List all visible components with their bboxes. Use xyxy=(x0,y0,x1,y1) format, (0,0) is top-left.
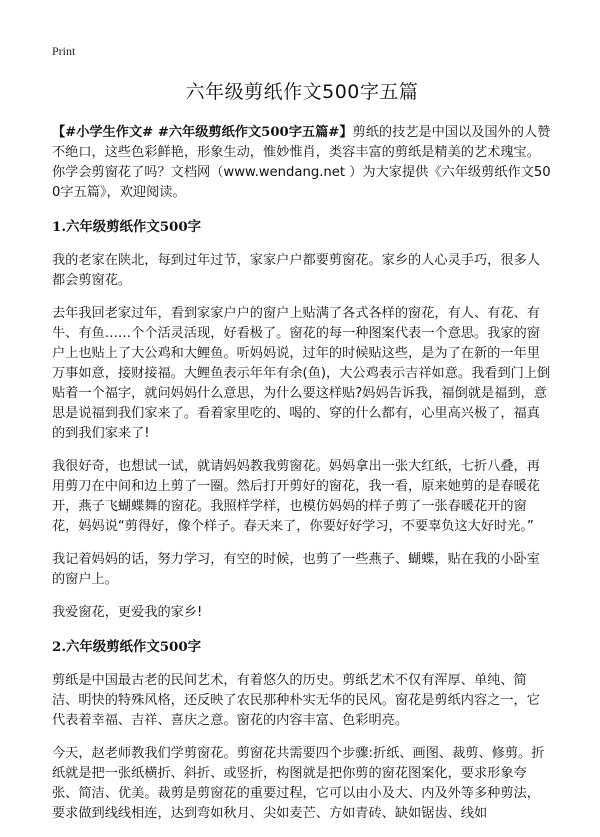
section-2-paragraph: 剪纸是中国最古老的民间艺术，有着悠久的历史。剪纸艺术不仅有浑厚、单纯、简洁、明快的特殊风格，还反映了农民那种朴实无华的民风。窗花是剪纸内容之一，它代表着幸福、吉祥、喜庆之意。窗花的内容丰富、色彩明亮。 xyxy=(52,673,540,728)
document-body xyxy=(52,80,552,837)
intro-paragraph xyxy=(52,123,552,203)
section-2-paragraph: 今天，赵老师教我们学剪窗花。剪窗花共需要四个步骤:折纸、画图、裁剪、修剪。折纸就是把一张纸横折、斜折、或竖折，构图就是把你剪的窗花图案化，要求形象夸张、简洁、优美。裁剪是剪窗花的重要过程，它可以由小及大、内及外等多种剪法，要求做到线线相连，达到弯如秋月、尖如麦芒、方如青砖、缺如锯齿、线如 xyxy=(52,746,545,821)
section-1-heading: 1.六年级剪纸作文500字 xyxy=(52,219,202,235)
print-link[interactable]: Print xyxy=(52,44,76,58)
intro-tag: 【#小学生作文# #六年级剪纸作文500字五篇#】 xyxy=(52,125,353,140)
section-1-paragraph: 我的老家在陕北，每到过年过节，家家户户都要剪窗花。家乡的人心灵手巧，很多人都会剪窗花。 xyxy=(52,253,540,288)
section-1-paragraph: 去年我回老家过年，看到家家户户的窗户上贴满了各式各样的窗花，有人、有花、有牛、有鱼……个个活灵活现，好看极了。窗花的每一种图案代表一个意思。我家的窗户上也贴上了大公鸡和大鲤鱼。听妈妈说，过年的时候贴这些，是为了在新的一年里万事如意，接财接福。大鲤鱼表示年年有余(鱼)，大公鸡表示吉祥如意。我看到门上倒贴着一个福字，就问妈妈什么意思，为什么要这样贴?妈妈告诉我，福倒就是福到，意思是说福到我们家来了。看着家里吃的、喝的、穿的什么都有，心里高兴极了，福真的到我们家来了! xyxy=(52,306,551,441)
section-1-paragraph: 我记着妈妈的话，努力学习，有空的时候，也剪了一些燕子、蝴蝶，贴在我的小卧室的窗户上。 xyxy=(52,552,540,587)
page-title: 六年级剪纸作文500字五篇 xyxy=(185,81,419,103)
section-1-paragraph: 我很好奇，也想试一试，就请妈妈教我剪窗花。妈妈拿出一张大红纸，七折八叠，再用剪刀在中间和边上剪了一圈。然后打开剪好的窗花，我一看，原来她剪的是春暖花开，燕子飞蝴蝶舞的窗花。我照样学样，也模仿妈妈的样子剪了一张春暖花开的窗花，妈妈说“剪得好，像个样子。春天来了，你要好好学习，不要辜负这大好时光。” xyxy=(52,459,540,534)
section-1-paragraph: 我爱窗花，更爱我的家乡! xyxy=(52,605,203,620)
section-2-heading: 2.六年级剪纸作文500字 xyxy=(52,639,202,655)
intro-text: 剪纸的技艺是中国以及国外的人赞不绝口，这些色彩鲜艳，形象生动，惟妙惟肖，类容丰富的剪纸是精美的艺术瑰宝。你学会剪窗花了吗？文档网（www.wendang.net ）为大家提供《六年级剪纸作文500字五篇》，欢迎阅读。 xyxy=(52,125,551,200)
